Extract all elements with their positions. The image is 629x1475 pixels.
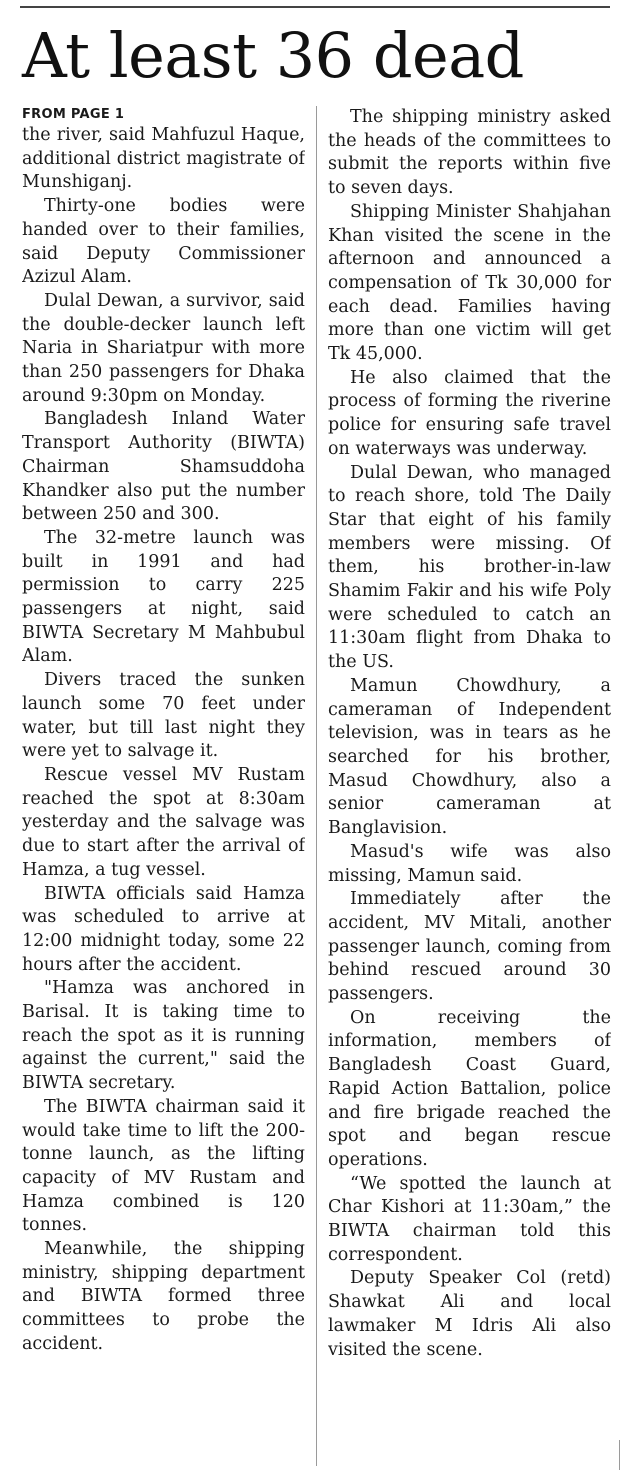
paragraph: He also claimed that the process of forming the riverine police for ensuring safe travel on waterways was underway. <box>328 367 611 459</box>
article-column-left <box>22 106 305 1467</box>
paragraph: "Hamza was anchored in Barisal. It is taking time to reach the spot as it is running against the current," said the BIWTA secretary. <box>22 978 305 1094</box>
edge-rule <box>619 1440 620 1470</box>
headline: At least 36 dead <box>22 19 524 92</box>
paragraph: Immediately after the accident, MV Mitali, another passenger launch, coming from behind rescued around 30 passengers. <box>328 889 611 1005</box>
paragraph: On receiving the information, members of Bangladesh Coast Guard, Rapid Action Battalion, police and fire brigade reached the spot and began rescue operations. <box>328 1007 611 1170</box>
paragraph: Masud's wife was also missing, Mamun said. <box>328 841 611 886</box>
paragraph: the river, said Mahfuzul Haque, additional district magistrate of Munshiganj. <box>22 125 305 193</box>
paragraph: Thirty-one bodies were handed over to their families, said Deputy Commissioner Azizul Alam. <box>22 196 305 288</box>
top-rule <box>20 6 610 8</box>
paragraph: Dulal Dewan, a survivor, said the double-decker launch left Naria in Shariatpur with more than 250 passengers for Dhaka around 9:30pm on Monday. <box>22 290 305 406</box>
paragraph: Rescue vessel MV Rustam reached the spot at 8:30am yesterday and the salvage was due to start after the arrival of Hamza, a tug vessel. <box>22 764 305 880</box>
paragraph: Meanwhile, the shipping ministry, shipping department and BIWTA formed three committees to probe the accident. <box>22 1239 305 1354</box>
paragraph: The 32-metre launch was built in 1991 and had permission to carry 225 passengers at night, said BIWTA Secretary M Mahbubul Alam. <box>22 527 305 667</box>
from-page-kicker: FROM PAGE 1 <box>22 107 125 122</box>
paragraph: Dulal Dewan, who managed to reach shore, told The Daily Star that eight of his family members were missing. Of them, his brother-in-law Shamim Fakir and his wife Poly were scheduled to catch an 11:30am flight from Dhaka to the US. <box>328 462 611 673</box>
paragraph: The BIWTA chairman said it would take time to lift the 200-tonne launch, as the lifting capacity of MV Rustam and Hamza combined is 120 tonnes. <box>22 1096 305 1236</box>
paragraph: Shipping Minister Shahjahan Khan visited the scene in the afternoon and announced a compensation of Tk 30,000 for each dead. Families having more than one victim will get Tk 45,000. <box>328 201 611 365</box>
paragraph: BIWTA officials said Hamza was scheduled to arrive at 12:00 midnight today, some 22 hours after the accident. <box>22 883 305 975</box>
paragraph: The shipping ministry asked the heads of the committees to submit the reports within five to seven days. <box>328 107 611 199</box>
paragraph: Deputy Speaker Col (retd) Shawkat Ali and local lawmaker M Idris Ali also visited the scene. <box>328 1268 611 1360</box>
paragraph: Bangladesh Inland Water Transport Authority (BIWTA) Chairman Shamsuddoha Khandker also put the number between 250 and 300. <box>22 409 305 525</box>
article-column-right <box>328 106 611 1467</box>
paragraph: “We spotted the launch at Char Kishori at 11:30am,” the BIWTA chairman told this correspondent. <box>328 1173 611 1265</box>
paragraph: Divers traced the sunken launch some 70 feet under water, but till last night they were yet to salvage it. <box>22 670 305 762</box>
column-divider <box>316 106 317 1466</box>
paragraph: Mamun Chowdhury, a cameraman of Independent television, was in tears as he searched for his brother, Masud Chowdhury, also a senior cameraman at Banglavision. <box>328 675 611 839</box>
